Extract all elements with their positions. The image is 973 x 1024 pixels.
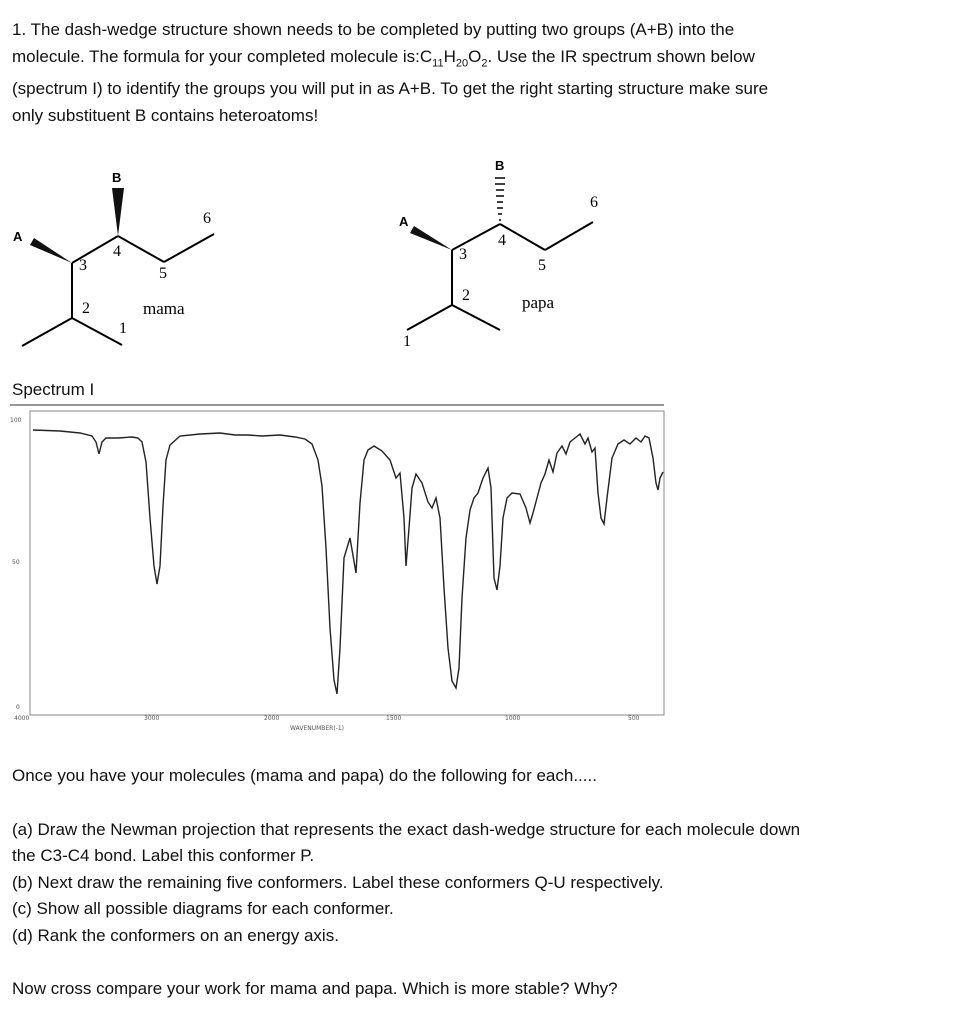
label-a: A [13, 229, 23, 244]
instruction-d: (d) Rank the conformers on an energy axis. [12, 925, 339, 945]
wedge-bond-a [410, 226, 452, 250]
x-tick-2000: 2000 [264, 715, 280, 722]
carbon-3: 3 [459, 246, 467, 263]
bond-c5-c6 [164, 234, 214, 262]
instruction-a-line-1: (a) Draw the Newman projection that represents the exact dash-wedge structure for each molecule down [12, 819, 801, 839]
x-tick-3000: 3000 [144, 715, 160, 722]
carbon-4: 4 [113, 243, 121, 260]
bond-c1-c2 [407, 305, 452, 330]
question-line-3: (spectrum I) to identify the groups you will put in as A+B. To get the right starting structure make sure [12, 79, 769, 99]
label-b: B [112, 170, 122, 185]
bond-c4-c5 [500, 224, 545, 250]
x-tick-4000: 4000 [14, 715, 30, 722]
carbon-5: 5 [538, 257, 546, 274]
question-line-4: only substituent B contains heteroatoms! [12, 105, 319, 125]
molecule-name: mama [143, 299, 185, 318]
hash-bond-b [495, 178, 505, 220]
x-tick-1000: 1000 [505, 715, 521, 722]
bond-c1-c2 [72, 318, 122, 345]
x-tick-1500: 1500 [386, 715, 402, 722]
bond-c4-c5 [118, 236, 164, 262]
y-tick-50: 50 [12, 559, 20, 566]
label-a: A [399, 214, 409, 229]
carbon-2: 2 [82, 300, 90, 317]
question-text [12, 17, 962, 129]
instruction-c: (c) Show all possible diagrams for each conformer. [12, 899, 394, 918]
carbon-1: 1 [403, 333, 411, 350]
instructions [12, 763, 970, 1003]
label-b: B [495, 158, 505, 173]
instruction-a-line-2: the C3-C4 bond. Label this conformer P. [12, 846, 315, 865]
carbon-6: 6 [203, 210, 211, 227]
y-tick-100: 100 [10, 417, 22, 424]
wedge-bond-b [112, 188, 124, 236]
instruction-b: (b) Next draw the remaining five conformers. Label these conformers Q-U respectively. [12, 872, 664, 892]
carbon-6: 6 [590, 194, 598, 211]
carbon-5: 5 [159, 265, 167, 282]
spectrum-title: Spectrum I [12, 380, 95, 399]
carbon-1: 1 [119, 320, 127, 337]
bond-c5-c6 [545, 222, 593, 250]
final-question: Now cross compare your work for mama and papa. Which is more stable? Why? [12, 979, 618, 998]
mama-structure [0, 150, 330, 360]
question-line-2: molecule. The formula for your completed molecule $is:C_{11}H_{20}O_2$. Use the IR spectrum shown below [12, 46, 755, 69]
plot-frame [30, 411, 664, 715]
bond-c2-cmethyl [22, 318, 72, 346]
papa-structure [385, 150, 715, 360]
wedge-bond-a [30, 238, 72, 263]
instructions-intro: Once you have your molecules (mama and papa) do the following for each..... [12, 766, 597, 785]
ir-spectrum [0, 398, 670, 740]
spectrum-trace [33, 430, 663, 694]
bond-c2-cmethyl [452, 305, 500, 330]
x-axis-label: WAVENUMBER(-1) [290, 725, 345, 732]
carbon-3: 3 [79, 257, 87, 274]
y-tick-0: 0 [16, 704, 20, 711]
carbon-2: 2 [462, 287, 470, 304]
x-tick-500: 500 [628, 715, 640, 722]
carbon-4: 4 [498, 232, 506, 249]
molecule-name: papa [522, 293, 555, 312]
question-line-1: 1. The dash-wedge structure shown needs to be completed by putting two groups (A+B) into the [12, 20, 735, 39]
